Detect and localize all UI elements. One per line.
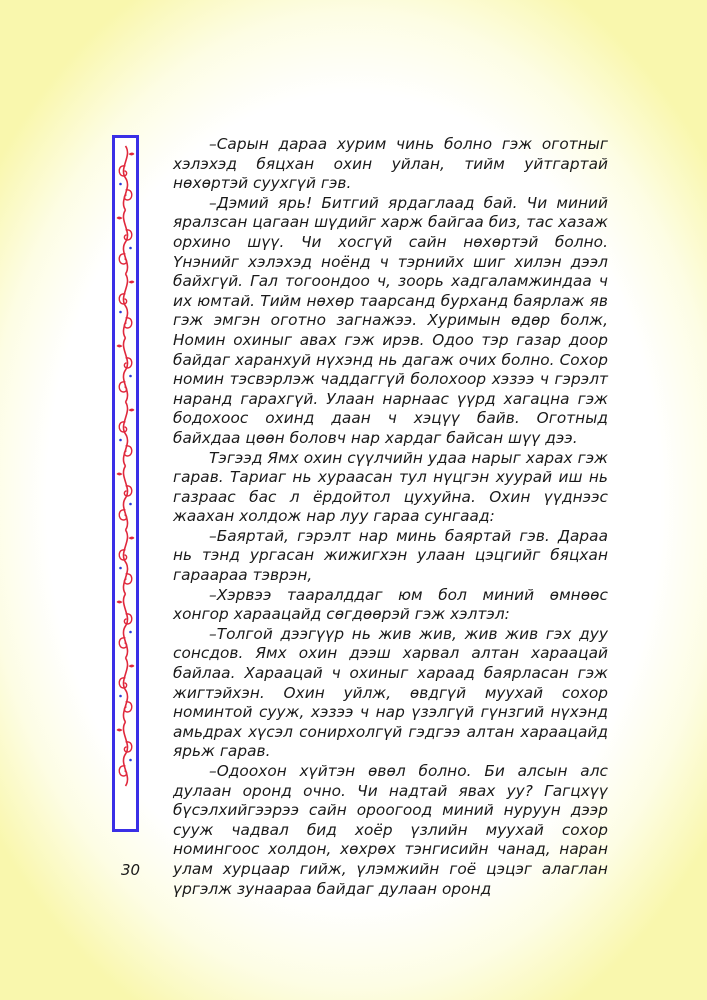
ornament-scroll (119, 530, 134, 594)
ornament-scroll (119, 402, 134, 466)
paragraph: Тэгээд Ямх охин сүүлчийн удаа нарыг харах гэж гарав. Тариаг нь хураасан тул нүцгэн хуурай иш нь газраас бас л ёрдойтол цухуйна. Охин үүднээс жаахан холдож нар луу гараа сунгаад: (173, 448, 608, 526)
paragraph: –Толгой дээгүүр нь жив жив, жив жив гэх дуу сонсдов. Ямх охин дээш харвал алтан хараацай байлаа. Хараацай ч охиныг хараад баярласан гэж жигтэйхэн. Охин уйлж, өвдгүй муухай сохор номинтой сууж, хэзээ ч нар үзэлгүй гүнзгий нүхэнд амьдрах хүсэл сонирхолгүй гэдгээ алтан хараацайд ярьж гарав. (173, 624, 608, 761)
ornament-scroll (119, 146, 134, 210)
paragraph: –Дэмий ярь! Битгий ярдаглаад бай. Чи миний яралзсан цагаан шүдийг харж байгаа биз, тас хазаж орхино шүү. Чи хосгүй сайн нөхөртэй болно. Үнэнийг хэлэхэд ноёнд ч тэрнийх шиг хилэн дээл байхгүй. Гал тогоондоо ч, зоорь хадгаламжиндаа ч их юмтай. Тийм нөхөр таарсанд бурханд баярлаж яв гэж эмгэн оготно загнажээ. Хуримын өдөр болж, Номин охиныг авах гэж ирэв. Одоо тэр газар доор байдаг харанхуй нүхэнд нь дагаж очих болно. Сохор номин тэсвэрлэж чаддаггүй болохоор хэзээ ч гэрэлт наранд гарахгүй. Улаан нарнаас үүрд хагацна гэж бодохоос охинд даан ч хэцүү байв. Оготныд байхдаа цөөн боловч нар хардаг байсан шүү дээ. (173, 193, 608, 447)
ornament-scroll (117, 466, 132, 530)
paragraph: –Хэрвээ тааралддаг юм бол миний өмнөөс хонгор хараацайд сөгдөөрэй гэж хэлтэл: (173, 585, 608, 624)
ornament-scroll (119, 658, 134, 722)
paragraph: –Одоохон хүйтэн өвөл болно. Би алсын алс дулаан оронд очно. Чи надтай явах уу? Гагцхүү бүсэлхийгээрээ сайн ороогоод миний нуруун дээр сууж чадвал бид хоёр үзлийн муухай сохор номингоос холдон, хөхрөх тэнгисийн чанад, наран улам хурцаар гийж, үлэмжийн гоё цэцэг алаглан үргэлж зунаараа байдаг дулаан оронд (173, 762, 608, 898)
ornament-scroll (119, 274, 134, 338)
decorative-border-frame (112, 135, 139, 832)
ornament-scroll (117, 338, 132, 402)
story-text (173, 135, 608, 899)
page-number: 30 (121, 861, 141, 879)
ornament-scroll (117, 210, 132, 274)
floral-scroll-ornament-icon (115, 138, 136, 829)
paragraph: –Баяртай, гэрэлт нар минь баяртай гэв. Дараа нь тэнд ургасан жижигхэн улаан цэцгийг бяцхан гараараа тэврэн, (173, 526, 608, 585)
paragraph: –Сарын дараа хурим чинь болно гэж оготныг хэлэхэд бяцхан охин уйлан, тийм уйтгартай нөхөртэй суухгүй гэв. (173, 135, 608, 193)
ornament-scroll (117, 722, 132, 786)
ornament-scroll (117, 594, 132, 658)
